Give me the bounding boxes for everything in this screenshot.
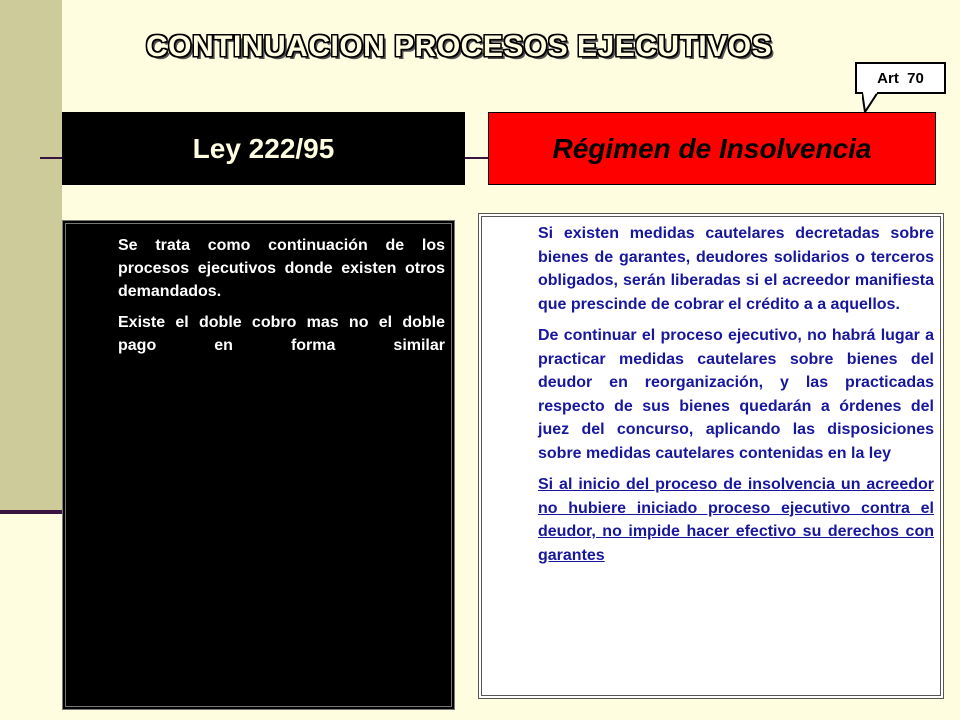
right-paragraph: De continuar el proceso ejecutivo, no habrá lugar a practicar medidas cautelares sobre bienes del deudor en reorganización, y las practicadas respecto de sus bienes quedarán a órdenes del juez del concurso, aplicando las disposiciones sobre medidas cautelares contenidas en la ley xyxy=(538,327,934,462)
art-callout-label: Art 70 xyxy=(877,69,924,87)
left-paragraph: Se trata como continuación de los procesos ejecutivos donde existen otros demandados. xyxy=(118,237,445,300)
slide-title: CONTINUACION PROCESOS EJECUTIVOS xyxy=(146,30,773,63)
left-content-box xyxy=(62,220,455,710)
header-regimen-insolvencia xyxy=(488,112,936,185)
connector-line-left xyxy=(40,157,62,159)
right-paragraph-link[interactable]: Si al inicio del proceso de insolvencia un acreedor no hubiere iniciado proceso ejecutivo contra el deudor, no impide hacer efectivo su derechos con garantes xyxy=(538,476,934,564)
header-regimen-insolvencia-label: Régimen de Insolvencia xyxy=(552,132,872,164)
left-paragraph: Existe el doble cobro mas no el doble pago en forma similar xyxy=(118,314,445,354)
right-content-box xyxy=(478,213,944,699)
connector-line-middle xyxy=(465,157,488,159)
header-ley-222 xyxy=(62,112,465,185)
header-ley-222-label: Ley 222/95 xyxy=(192,132,335,164)
side-accent-bar xyxy=(0,0,62,512)
right-paragraph: Si existen medidas cautelares decretadas sobre bienes de garantes, deudores solidarios o terceros obligados, serán liberadas si el acreedor manifiesta que prescinde de cobrar el crédito a a aquellos. xyxy=(538,225,934,313)
art-callout xyxy=(855,62,946,94)
